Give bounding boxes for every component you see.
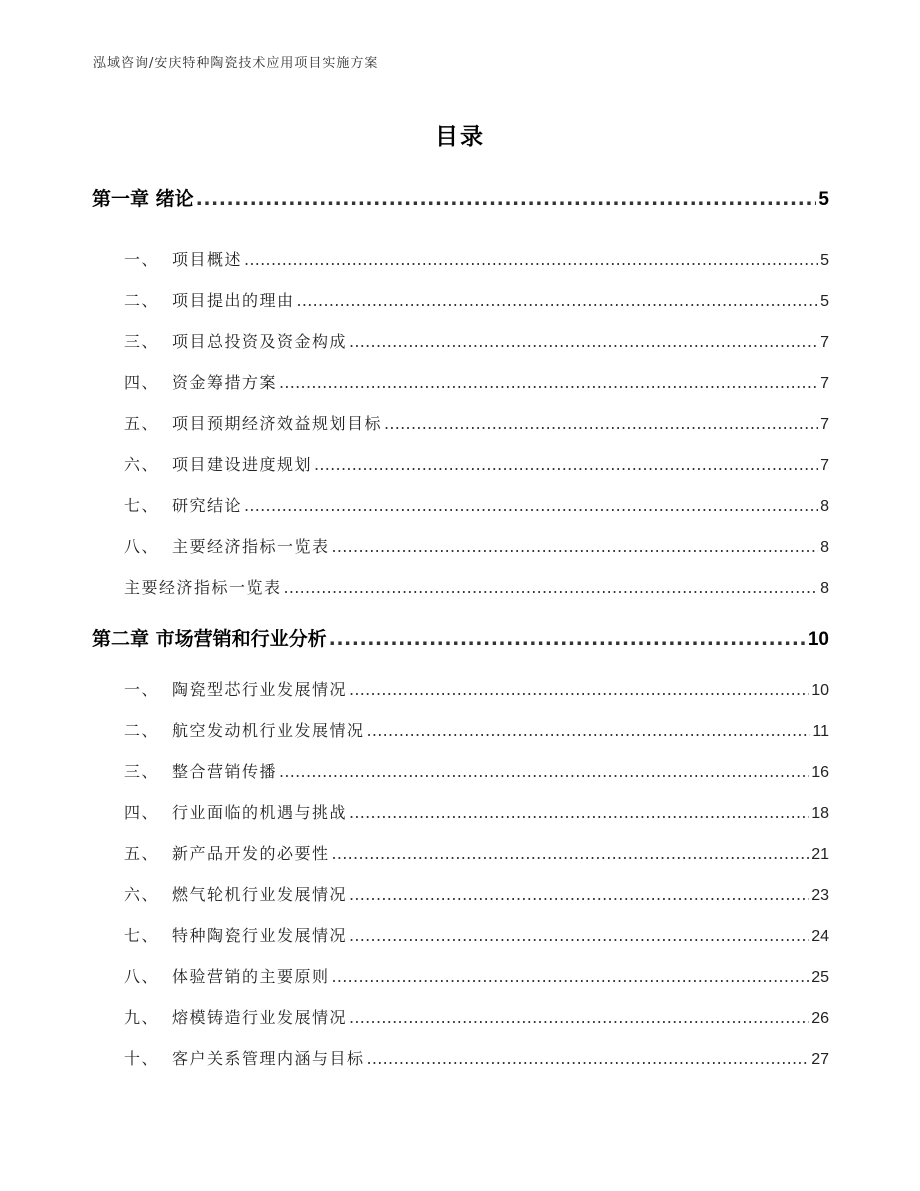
entry-number: 八、: [124, 537, 160, 556]
dot-leader: [284, 578, 819, 597]
entry-number: 四、: [124, 373, 160, 392]
entry-label: [124, 288, 295, 311]
entry-number: 五、: [124, 844, 160, 863]
entry-number: 三、: [124, 332, 160, 351]
page-number: 7: [820, 375, 829, 392]
entry-title: 资金筹措方案: [172, 373, 278, 392]
entry-number: 六、: [124, 455, 160, 474]
entry-title: 航空发动机行业发展情况: [172, 721, 365, 740]
entry-title: 项目总投资及资金构成: [172, 332, 348, 351]
dot-leader: [279, 762, 809, 781]
entry-title: 项目提出的理由: [172, 291, 295, 310]
toc-title: 目录: [435, 124, 485, 150]
dot-leader: [349, 1008, 809, 1027]
page-number: 7: [820, 416, 829, 433]
entry-number: 九、: [124, 1008, 160, 1027]
dot-leader: [349, 926, 809, 945]
toc-entry[interactable]: [124, 882, 829, 905]
entry-number: 十、: [124, 1049, 160, 1068]
toc-entry[interactable]: [124, 288, 829, 311]
toc-entry[interactable]: [124, 370, 829, 393]
toc-entry[interactable]: [124, 575, 829, 598]
page-number: 26: [811, 1010, 829, 1027]
entry-number: 三、: [124, 762, 160, 781]
entry-title: 特种陶瓷行业发展情况: [172, 926, 348, 945]
entry-title: 项目概述: [172, 250, 243, 269]
toc-entry[interactable]: [124, 964, 829, 987]
toc-entry[interactable]: [124, 534, 829, 557]
entry-label: [124, 964, 330, 987]
entry-label: [124, 1005, 347, 1028]
entry-label: [124, 329, 347, 352]
entry-label: [124, 493, 242, 516]
page-number: 27: [811, 1051, 829, 1068]
toc-entry[interactable]: [124, 493, 829, 516]
toc-entry[interactable]: [124, 923, 829, 946]
entry-label: [124, 534, 330, 557]
dot-leader: [349, 332, 818, 351]
toc-entry[interactable]: [124, 452, 829, 475]
entry-title: 熔模铸造行业发展情况: [172, 1008, 348, 1027]
entry-label: [124, 882, 347, 905]
chapter-label: 第一章 绪论: [92, 188, 194, 210]
entry-number: 六、: [124, 885, 160, 904]
dot-leader: [244, 496, 818, 515]
dot-leader: [384, 414, 818, 433]
page-number: 11: [812, 723, 829, 740]
entry-number: 八、: [124, 967, 160, 986]
dot-leader: [329, 628, 806, 650]
toc-entry[interactable]: [124, 759, 829, 782]
page-number: 7: [820, 457, 829, 474]
running-header: 泓域咨询/安庆特种陶瓷技术应用项目实施方案: [93, 56, 379, 71]
toc-entry[interactable]: [124, 329, 829, 352]
entry-title: 体验营销的主要原则: [172, 967, 330, 986]
entry-title: 新产品开发的必要性: [172, 844, 330, 863]
toc-entry[interactable]: [124, 1005, 829, 1028]
page-number: 7: [820, 334, 829, 351]
entry-title: 研究结论: [172, 496, 243, 515]
entry-title: 整合营销传播: [172, 762, 278, 781]
entry-label: [124, 247, 242, 270]
dot-leader: [332, 537, 819, 556]
dot-leader: [244, 250, 818, 269]
toc-entry[interactable]: [124, 800, 829, 823]
toc-chapter-2[interactable]: [92, 624, 829, 651]
page-number: 10: [807, 629, 829, 650]
chapter-label: 第二章 市场营销和行业分析: [92, 628, 327, 650]
toc-entry[interactable]: [124, 677, 829, 700]
page-number: 5: [820, 252, 829, 269]
entry-title: 行业面临的机遇与挑战: [172, 803, 348, 822]
entry-number: 五、: [124, 414, 160, 433]
entry-label: [124, 841, 330, 864]
entry-title: 客户关系管理内涵与目标: [172, 1049, 365, 1068]
page-number: 8: [820, 498, 829, 515]
entry-label: [124, 923, 347, 946]
entry-number: 七、: [124, 496, 160, 515]
page-number: 5: [818, 189, 829, 210]
toc-entry[interactable]: [124, 247, 829, 270]
entry-label: [124, 1046, 365, 1069]
dot-leader: [297, 291, 819, 310]
entry-title: 陶瓷型芯行业发展情况: [172, 680, 348, 699]
page-number: 25: [811, 969, 829, 986]
entry-number: 一、: [124, 680, 160, 699]
entry-title: 项目建设进度规划: [172, 455, 313, 474]
dot-leader: [367, 721, 811, 740]
entry-title: 主要经济指标一览表: [124, 578, 282, 597]
dot-leader: [279, 373, 818, 392]
page-number: 23: [811, 887, 829, 904]
entry-title: 项目预期经济效益规划目标: [172, 414, 383, 433]
page-number: 24: [811, 928, 829, 945]
page-number: 5: [820, 293, 829, 310]
page-number: 8: [820, 580, 829, 597]
entry-label: [124, 759, 277, 782]
entry-number: 一、: [124, 250, 160, 269]
dot-leader: [349, 680, 809, 699]
dot-leader: [332, 967, 810, 986]
dot-leader: [332, 844, 810, 863]
entry-number: 七、: [124, 926, 160, 945]
page-number: 21: [811, 846, 829, 863]
entry-number: 二、: [124, 721, 160, 740]
entry-number: 二、: [124, 291, 160, 310]
entry-label: [124, 452, 312, 475]
toc-entry[interactable]: [124, 411, 829, 434]
page-number: 16: [811, 764, 829, 781]
entry-label: [124, 575, 282, 598]
page-number: 18: [811, 805, 829, 822]
page-number: 10: [811, 682, 829, 699]
dot-leader: [314, 455, 818, 474]
entry-title: 主要经济指标一览表: [172, 537, 330, 556]
entry-number: 四、: [124, 803, 160, 822]
toc-entry[interactable]: [124, 1046, 829, 1069]
page-number: 8: [820, 539, 829, 556]
entry-title: 燃气轮机行业发展情况: [172, 885, 348, 904]
dot-leader: [349, 803, 809, 822]
toc-entry[interactable]: [124, 841, 829, 864]
dot-leader: [349, 885, 809, 904]
toc-chapter-1[interactable]: [92, 184, 829, 211]
dot-leader: [367, 1049, 810, 1068]
toc-entry[interactable]: [124, 718, 829, 741]
entry-label: [124, 800, 347, 823]
entry-label: [124, 718, 365, 741]
entry-label: [124, 411, 382, 434]
entry-label: [124, 370, 277, 393]
dot-leader: [196, 188, 817, 210]
entry-label: [124, 677, 347, 700]
